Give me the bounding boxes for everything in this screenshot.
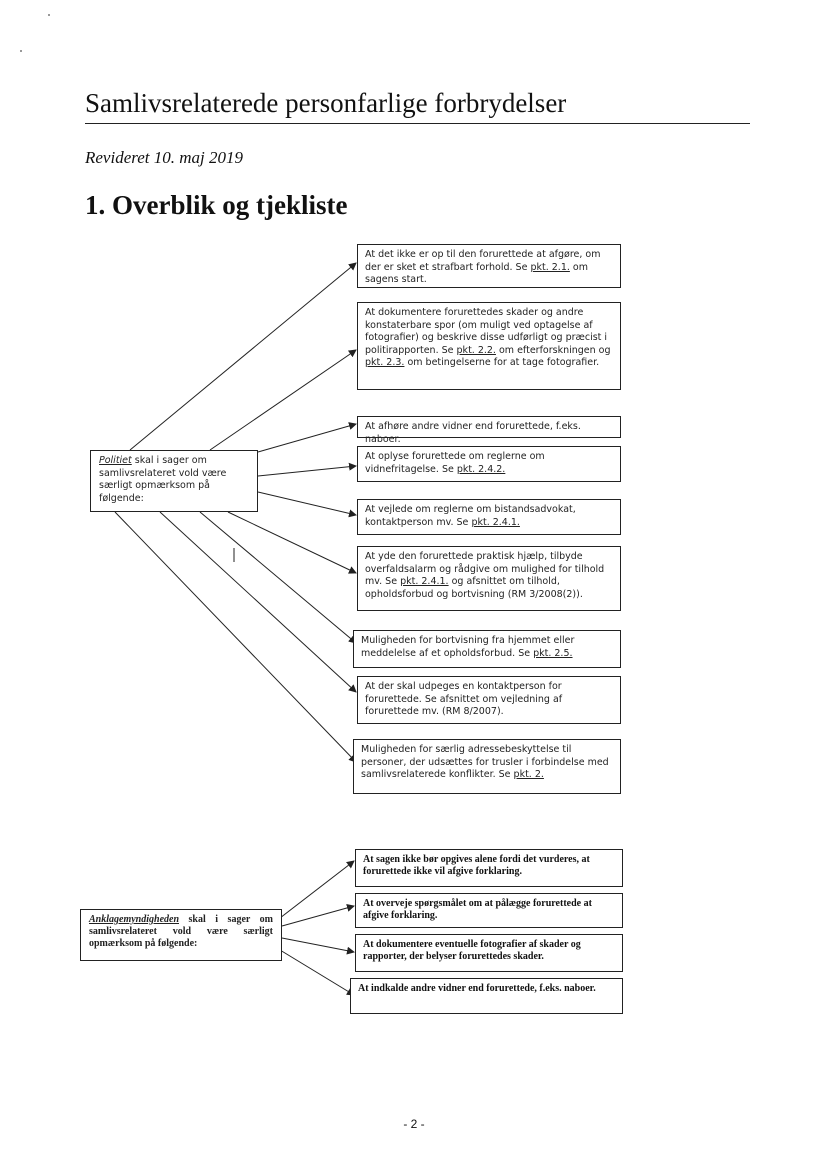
police-item-8: At der skal udpeges en kontaktperson for forurettede. Se afsnittet om vejledning af forurettede mv. (RM 8/2007). <box>357 676 621 724</box>
reference-link[interactable]: pkt. 2.2. <box>456 344 496 356</box>
prosecution-source-box <box>80 909 282 961</box>
revision-date: Revideret 10. maj 2019 <box>85 148 243 167</box>
arrow-police-7 <box>200 512 356 643</box>
reference-link[interactable]: pkt. 2.4.1. <box>400 576 449 587</box>
arrow-prosecution-4 <box>280 950 354 995</box>
reference-link[interactable]: pkt. 2.4.1. <box>471 516 520 528</box>
arrow-prosecution-2 <box>282 906 354 926</box>
prosecution-lead-rest: skal i sager om samlivsrelateret vold være særligt opmærksom på følgende: <box>89 914 273 949</box>
arrow-police-2 <box>210 350 356 450</box>
prosecution-lead: Anklagemyndigheden <box>89 914 180 925</box>
reference-link[interactable]: pkt. 2.4.2. <box>456 463 506 475</box>
police-item-9: Muligheden for særlig adressebeskyttelse til personer, der udsættes for trusler i forbindelse med samlivsrelaterede konflikter. Se pkt. 2. <box>353 739 621 794</box>
arrow-police-6 <box>228 512 356 573</box>
police-item-6: At yde den forurettede praktisk hjælp, tilbyde overfaldsalarm og rådgive om mulighed for tilhold mv. Se pkt. 2.4.1. og afsnittet om tilhold, opholdsforbud og bortvisning (RM 3/2008(2)). <box>357 546 621 611</box>
prosecution-item-4: At indkalde andre vidner end forurettede, f.eks. naboer. <box>350 978 623 1014</box>
police-item-5: At vejlede om reglerne om bistandsadvokat, kontaktperson mv. Se pkt. 2.4.1. <box>357 499 621 535</box>
prosecution-item-2: At overveje spørgsmålet om at pålægge forurettede at afgive forklaring. <box>355 893 623 928</box>
prosecution-item-3: At dokumentere eventuelle fotografier af skader og rapporter, der belyser forurettedes skader. <box>355 934 623 972</box>
police-item-4: At oplyse forurettede om reglerne om vidnefritagelse. Se pkt. 2.4.2. <box>357 446 621 482</box>
police-lead: Politiet <box>99 455 132 466</box>
police-item-2: At dokumentere forurettedes skader og andre konstaterbare spor (om muligt ved optagelse af fotografier) og beskrive disse udførligt og præcist i politirapporten. Se pkt. 2.2. om efterforskningen og pkt. 2.3. om betingelserne for at tage fotografier. <box>357 302 621 390</box>
section-heading: 1. Overblik og tjekliste <box>85 190 348 220</box>
police-item-3: At afhøre andre vidner end forurettede, f.eks. naboer. <box>357 416 621 438</box>
arrow-prosecution-3 <box>282 938 354 952</box>
arrow-police-9 <box>115 512 356 762</box>
document-title: Samlivsrelaterede personfarlige forbrydelser <box>85 88 567 118</box>
reference-link[interactable]: pkt. 2. <box>513 769 544 780</box>
reference-link[interactable]: pkt. 2.3. <box>365 357 405 368</box>
page-number: - 2 - <box>403 1117 425 1131</box>
arrow-police-5 <box>258 492 356 515</box>
police-item-1: At det ikke er op til den forurettede at afgøre, om der er sket et strafbart forhold. Se pkt. 2.1. om sagens start. <box>357 244 621 288</box>
arrow-police-4 <box>258 466 356 476</box>
arrow-police-3 <box>258 424 356 452</box>
reference-link[interactable]: pkt. 2.5. <box>533 647 573 659</box>
police-source-box <box>90 450 258 512</box>
police-lead-rest: skal i sager om samlivsrelateret vold være særligt opmærksom på følgende: <box>99 455 227 504</box>
arrow-police-8 <box>160 512 356 692</box>
reference-link[interactable]: pkt. 2.1. <box>530 261 570 273</box>
prosecution-item-1: At sagen ikke bør opgives alene fordi det vurderes, at forurettede ikke vil afgive forklaring. <box>355 849 623 887</box>
police-item-7: Muligheden for bortvisning fra hjemmet eller meddelelse af et opholdsforbud. Se pkt. 2.5. <box>353 630 621 668</box>
arrow-police-1 <box>130 263 356 450</box>
